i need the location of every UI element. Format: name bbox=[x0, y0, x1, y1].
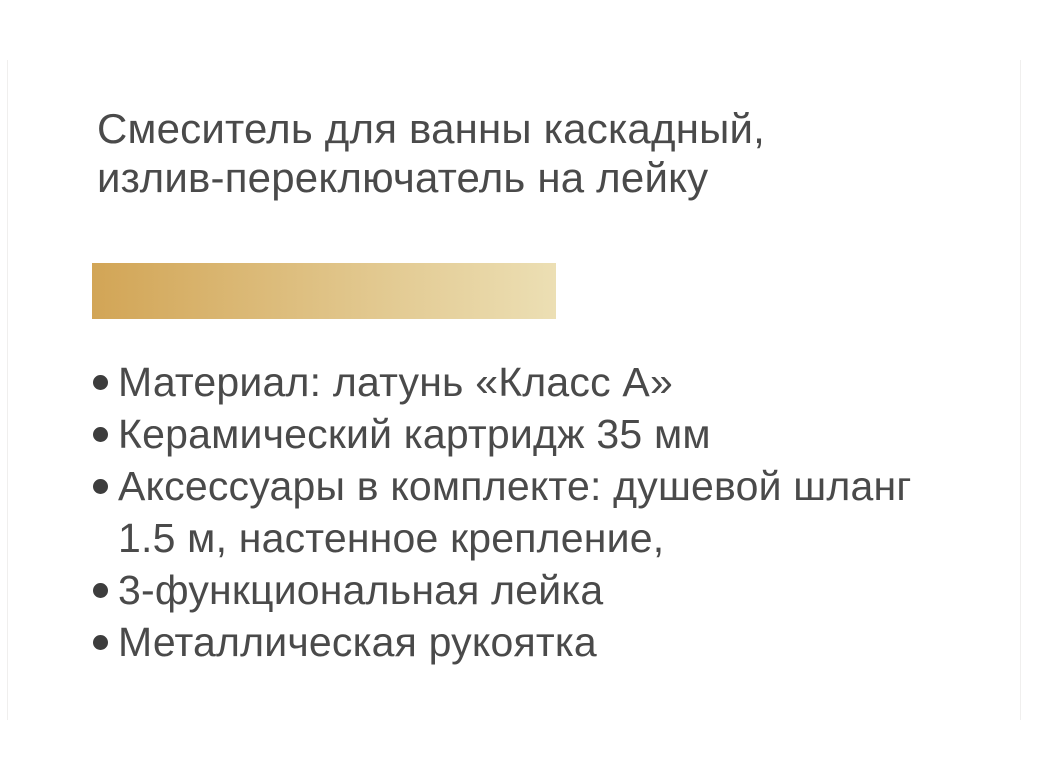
bullet-icon bbox=[93, 635, 108, 650]
list-item-text bbox=[118, 356, 673, 408]
slide-left-edge bbox=[7, 60, 8, 720]
slide-right-edge bbox=[1020, 60, 1021, 720]
list-item bbox=[93, 616, 993, 668]
list-item bbox=[93, 408, 993, 460]
bullet-icon bbox=[93, 479, 108, 494]
bullet-icon bbox=[93, 427, 108, 442]
slide-title-line1: Смеситель для ванны каскадный, bbox=[97, 105, 766, 152]
list-item bbox=[93, 564, 993, 616]
list-item-text bbox=[118, 616, 597, 668]
bullet-line: Материал: латунь «Класс А» bbox=[118, 359, 673, 405]
slide-title bbox=[97, 104, 765, 202]
bullet-line: 3-функциональная лейка bbox=[118, 567, 604, 613]
bullet-line: Аксессуары в комплекте: душевой шланг bbox=[118, 463, 912, 509]
slide-title-line2: излив-переключатель на лейку bbox=[97, 154, 709, 201]
feature-list bbox=[93, 356, 993, 668]
list-item bbox=[93, 460, 993, 564]
bullet-icon bbox=[93, 375, 108, 390]
bullet-line: Металлическая рукоятка bbox=[118, 619, 597, 665]
bullet-line: Керамический картридж 35 мм bbox=[118, 411, 711, 457]
list-item-text bbox=[118, 564, 603, 616]
bullet-icon bbox=[93, 583, 108, 598]
bullet-line: 1.5 м, настенное крепление, bbox=[118, 515, 665, 561]
gold-accent-bar bbox=[92, 263, 556, 319]
list-item-text bbox=[118, 460, 912, 564]
list-item-text bbox=[118, 408, 711, 460]
list-item bbox=[93, 356, 993, 408]
